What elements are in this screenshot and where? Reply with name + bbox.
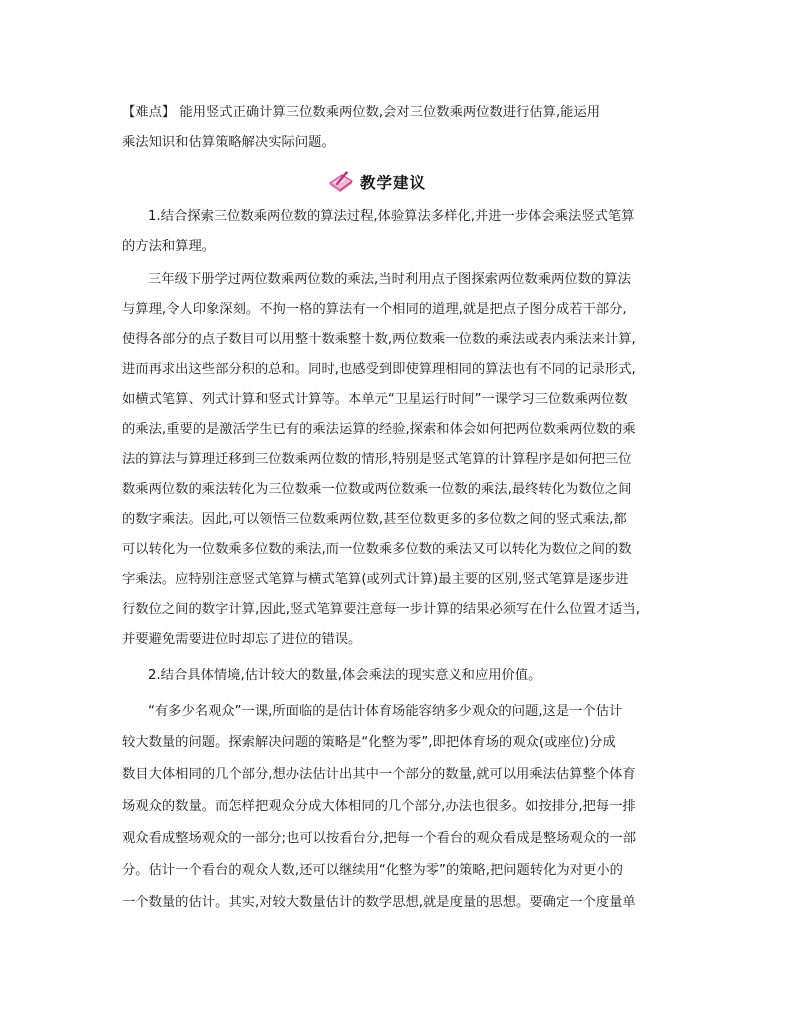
- section-title: 教学建议: [360, 174, 427, 192]
- paragraph-1-line-2: 的方法和算理。: [122, 239, 216, 254]
- paragraph-4-line-2: 较大数量的问题。探索解决问题的策略是“化整为零”,即把体育场的观众(或座位)分成: [122, 735, 616, 750]
- section-heading: [328, 168, 426, 196]
- paragraph-4-line-4: 场观众的数量。而怎样把观众分成大体相同的几个部分,办法也很多。如按排分,把每一排: [122, 799, 636, 814]
- paragraph-2-line-3: 使得各部分的点子数目可以用整十数乘整十数,两位数乘一位数的乘法或表内乘法来计算,: [122, 332, 636, 347]
- paragraph-4-line-6: 分。估计一个看台的观众人数,还可以继续用“化整为零”的策略,把问题转化为对更小的: [122, 863, 623, 878]
- paragraph-4-line-3: 数目大体相同的几个部分,想办法估计出其中一个部分的数量,就可以用乘法估算整个体育: [122, 767, 636, 782]
- paragraph-2-line-2: 与算理,令人印象深刻。不拘一格的算法有一个相同的道理,就是把点子图分成若干部分,: [122, 302, 627, 317]
- paragraph-4-line-1: “有多少名观众”一课,所面临的是估计体育场能容纳多少观众的问题,这是一个估计: [148, 704, 623, 719]
- paragraph-4-line-5: 观众看成整场观众的一部分;也可以按看台分,把每一个看台的观众看成是整场观众的一部: [122, 831, 636, 846]
- paragraph-2-line-6: 的乘法,重要的是激活学生已有的乘法运算的经验,探索和体会如何把两位数乘两位数的乘: [122, 422, 636, 437]
- difficulty-line-2: 乘法知识和估算策略解决实际问题。: [122, 135, 335, 150]
- paragraph-2-line-7: 法的算法与算理迁移到三位数乘两位数的情形,特别是竖式笔算的计算程序是如何把三位: [122, 452, 632, 467]
- paragraph-2-line-9: 的数字乘法。因此,可以领悟三位数乘两位数,甚至位数更多的多位数之间的竖式乘法,都: [122, 512, 627, 527]
- paragraph-2-line-1: 三年级下册学过两位数乘两位数的乘法,当时利用点子图探索两位数乘两位数的算法: [148, 272, 631, 287]
- paragraph-3-line-1: 2.结合具体情境,估计较大的数量,体会乘法的现实意义和应用价值。: [148, 668, 542, 683]
- paragraph-1-line-1: 1.结合探索三位数乘两位数的算法过程,体验算法多样化,并进一步体会乘法竖式笔算: [148, 209, 635, 224]
- paragraph-2-line-8: 数乘两位数的乘法转化为三位数乘一位数或两位数乘一位数的乘法,最终转化为数位之间: [122, 482, 632, 497]
- paragraph-2-line-10: 可以转化为一位数乘多位数的乘法,而一位数乘多位数的乘法又可以转化为数位之间的数: [122, 542, 632, 557]
- paragraph-2-line-11: 字乘法。应特别注意竖式笔算与横式笔算(或列式计算)最主要的区别,竖式笔算是逐步进: [122, 572, 629, 587]
- paragraph-2-line-4: 进而再求出这些部分积的总和。同时,也感受到即使算理相同的算法也有不同的记录形式,: [122, 362, 636, 377]
- difficulty-line-1: 【难点】 能用竖式正确计算三位数乘两位数,会对三位数乘两位数进行估算,能运用: [122, 105, 601, 120]
- paragraph-2-line-5: 如横式笔算、列式计算和竖式计算等。本单元“卫星运行时间”一课学习三位数乘两位数: [122, 392, 628, 407]
- paragraph-2-line-12: 行数位之间的数字计算,因此,竖式笔算要注意每一步计算的结果必须写在什么位置才适当,: [122, 602, 640, 617]
- pencil-notebook-icon: [328, 171, 354, 193]
- paragraph-2-line-13: 并要避免需要进位时却忘了进位的错误。: [122, 632, 362, 647]
- paragraph-4-line-7: 一个数量的估计。其实,对较大数量估计的数学思想,就是度量的思想。要确定一个度量单: [122, 895, 636, 910]
